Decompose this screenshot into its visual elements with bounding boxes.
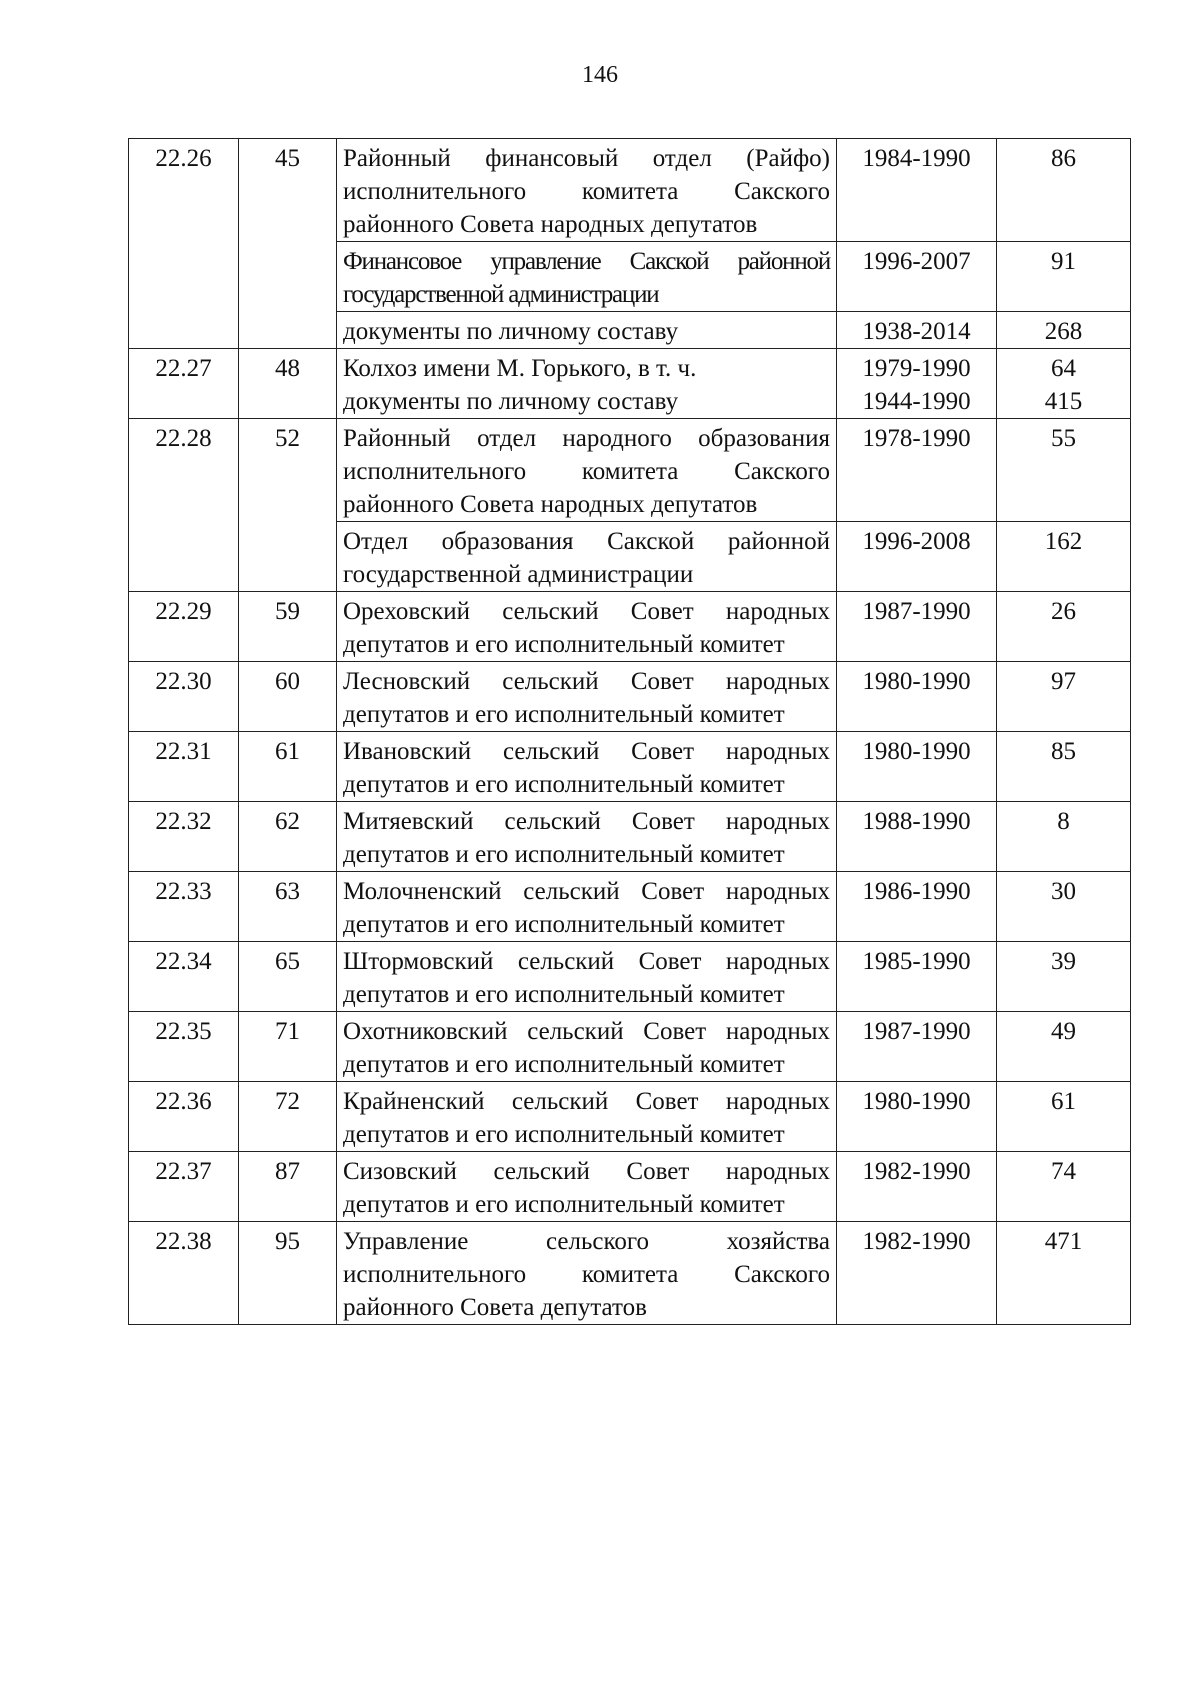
fund-title: Районный финансовый отдел (Райфо) исполнительного комитета Сакского районного Совета народных депутатов bbox=[337, 139, 837, 242]
date-range: 1996-2007 bbox=[837, 242, 997, 312]
table-row bbox=[129, 592, 1131, 662]
row-code: 22.38 bbox=[129, 1222, 239, 1325]
fund-title: Отдел образования Сакской районной государственной администрации bbox=[337, 522, 837, 592]
date-range: 1982-1990 bbox=[837, 1152, 997, 1222]
fund-title: документы по личному составу bbox=[337, 312, 837, 349]
date-range: 1982-1990 bbox=[837, 1222, 997, 1325]
item-count: 85 bbox=[997, 732, 1131, 802]
fund-title: Лесновский сельский Совет народных депутатов и его исполнительный комитет bbox=[337, 662, 837, 732]
fund-number: 60 bbox=[239, 662, 337, 732]
page-number: 146 bbox=[582, 62, 618, 88]
fund-title: Молочненский сельский Совет народных депутатов и его исполнительный комитет bbox=[337, 872, 837, 942]
row-code: 22.32 bbox=[129, 802, 239, 872]
row-code: 22.29 bbox=[129, 592, 239, 662]
table-row bbox=[129, 732, 1131, 802]
item-count: 86 bbox=[997, 139, 1131, 242]
row-code: 22.28 bbox=[129, 419, 239, 592]
item-count: 471 bbox=[997, 1222, 1131, 1325]
fund-number: 63 bbox=[239, 872, 337, 942]
row-code: 22.34 bbox=[129, 942, 239, 1012]
date-range-line: 1944-1990 bbox=[862, 388, 971, 415]
item-count bbox=[997, 349, 1131, 419]
row-code: 22.36 bbox=[129, 1082, 239, 1152]
table-row bbox=[129, 1082, 1131, 1152]
item-count-line: 415 bbox=[1044, 388, 1083, 415]
date-range: 1938-2014 bbox=[837, 312, 997, 349]
table-row bbox=[129, 1152, 1131, 1222]
row-code: 22.37 bbox=[129, 1152, 239, 1222]
date-range: 1980-1990 bbox=[837, 1082, 997, 1152]
fund-title: Крайненский сельский Совет народных депутатов и его исполнительный комитет bbox=[337, 1082, 837, 1152]
fund-number: 87 bbox=[239, 1152, 337, 1222]
date-range: 1984-1990 bbox=[837, 139, 997, 242]
item-count: 91 bbox=[997, 242, 1131, 312]
fund-number: 95 bbox=[239, 1222, 337, 1325]
fund-number: 59 bbox=[239, 592, 337, 662]
row-code: 22.26 bbox=[129, 139, 239, 349]
fund-number: 62 bbox=[239, 802, 337, 872]
fund-title: Ореховский сельский Совет народных депутатов и его исполнительный комитет bbox=[337, 592, 837, 662]
fund-title-line: Колхоз имени М. Горького, в т. ч. bbox=[343, 355, 697, 382]
fund-number: 72 bbox=[239, 1082, 337, 1152]
date-range: 1988-1990 bbox=[837, 802, 997, 872]
item-count: 74 bbox=[997, 1152, 1131, 1222]
date-range: 1996-2008 bbox=[837, 522, 997, 592]
row-code: 22.35 bbox=[129, 1012, 239, 1082]
fund-number: 52 bbox=[239, 419, 337, 592]
row-code: 22.27 bbox=[129, 349, 239, 419]
table-row bbox=[129, 662, 1131, 732]
table-row bbox=[129, 1012, 1131, 1082]
item-count: 39 bbox=[997, 942, 1131, 1012]
fund-title: Районный отдел народного образования исполнительного комитета Сакского районного Совета народных депутатов bbox=[337, 419, 837, 522]
date-range: 1986-1990 bbox=[837, 872, 997, 942]
date-range: 1987-1990 bbox=[837, 1012, 997, 1082]
fund-list-table bbox=[128, 138, 1131, 1325]
table-row bbox=[129, 942, 1131, 1012]
item-count: 55 bbox=[997, 419, 1131, 522]
item-count: 97 bbox=[997, 662, 1131, 732]
item-count: 49 bbox=[997, 1012, 1131, 1082]
item-count: 61 bbox=[997, 1082, 1131, 1152]
row-code: 22.31 bbox=[129, 732, 239, 802]
table-row bbox=[129, 419, 1131, 522]
table-row bbox=[129, 1222, 1131, 1325]
fund-title bbox=[337, 349, 837, 419]
fund-title: Финансовое управление Сакской районной государственной администрации bbox=[337, 242, 837, 312]
date-range-line: 1979-1990 bbox=[862, 355, 971, 382]
fund-number: 65 bbox=[239, 942, 337, 1012]
row-code: 22.33 bbox=[129, 872, 239, 942]
item-count: 268 bbox=[997, 312, 1131, 349]
row-code: 22.30 bbox=[129, 662, 239, 732]
table-row bbox=[129, 349, 1131, 419]
fund-number: 71 bbox=[239, 1012, 337, 1082]
fund-title: Штормовский сельский Совет народных депутатов и его исполнительный комитет bbox=[337, 942, 837, 1012]
fund-title: Управление сельского хозяйства исполнительного комитета Сакского районного Совета депутатов bbox=[337, 1222, 837, 1325]
fund-number: 61 bbox=[239, 732, 337, 802]
fund-title-line: документы по личному составу bbox=[343, 388, 679, 415]
fund-number: 45 bbox=[239, 139, 337, 349]
item-count-line: 64 bbox=[1051, 355, 1076, 382]
date-range bbox=[837, 349, 997, 419]
date-range: 1987-1990 bbox=[837, 592, 997, 662]
table-row bbox=[129, 139, 1131, 242]
table-row bbox=[129, 802, 1131, 872]
table-row bbox=[129, 872, 1131, 942]
date-range: 1980-1990 bbox=[837, 732, 997, 802]
item-count: 26 bbox=[997, 592, 1131, 662]
fund-title: Сизовский сельский Совет народных депутатов и его исполнительный комитет bbox=[337, 1152, 837, 1222]
fund-title: Митяевский сельский Совет народных депутатов и его исполнительный комитет bbox=[337, 802, 837, 872]
item-count: 30 bbox=[997, 872, 1131, 942]
fund-number: 48 bbox=[239, 349, 337, 419]
date-range: 1985-1990 bbox=[837, 942, 997, 1012]
date-range: 1978-1990 bbox=[837, 419, 997, 522]
item-count: 162 bbox=[997, 522, 1131, 592]
date-range: 1980-1990 bbox=[837, 662, 997, 732]
fund-title: Охотниковский сельский Совет народных депутатов и его исполнительный комитет bbox=[337, 1012, 837, 1082]
fund-title: Ивановский сельский Совет народных депутатов и его исполнительный комитет bbox=[337, 732, 837, 802]
item-count: 8 bbox=[997, 802, 1131, 872]
